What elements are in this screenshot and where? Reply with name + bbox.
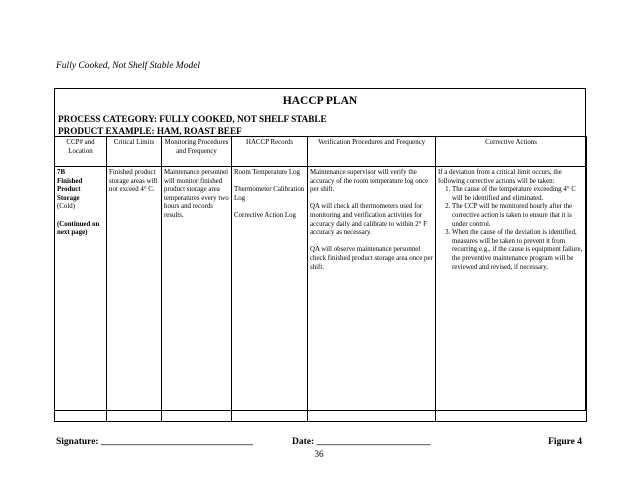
haccp-table <box>54 136 587 422</box>
record-item: Room Temperature Log <box>234 169 300 176</box>
product-example: PRODUCT EXAMPLE: HAM, ROAST BEEF <box>58 126 242 136</box>
column-header-records: HACCP Records <box>232 137 308 167</box>
column-header-monitoring: Monitoring Procedures and Frequency <box>162 137 232 167</box>
corrective-item: 2. The CCP will be monitored hourly after the corrective action is taken to ensure that it is under control. <box>452 203 584 229</box>
plan-title: HACCP PLAN <box>282 95 358 107</box>
cell-corrective-actions <box>436 167 587 422</box>
cell-critical-limits: Finished product storage areas will not exceed 4° C. <box>107 167 162 422</box>
corrective-item: 3. When the cause of the deviation is identified, measures will be taken to prevent it from recurring e.g., if the cause is equipment failure, the preventive maintenance program will be reviewed and revised, if necessary. <box>452 229 584 272</box>
record-item: Corrective Action Log <box>234 211 296 219</box>
ccp-temp: (Cold) <box>57 203 75 211</box>
header-note: Fully Cooked, Not Shelf Stable Model <box>56 61 201 71</box>
cell-records <box>232 167 308 422</box>
signature-label: Signature: ________________________________ <box>56 437 253 447</box>
ccp-id: 7B <box>57 169 66 176</box>
verification-item: QA will observe maintenance personnel check finished product storage area once per shift. <box>310 246 433 271</box>
corrective-intro: If a deviation from a critical limit occurs, the following corrective actions will be taken: <box>438 169 562 185</box>
verification-item: QA will check all thermometers used for monitoring and verification activities for accuracy daily and calibrate to within 2° F accuracy as necessary. <box>310 203 427 237</box>
corrective-list <box>438 186 584 272</box>
process-category: PROCESS CATEGORY: FULLY COOKED, NOT SHELF STABLE <box>58 114 327 124</box>
figure-label: Figure 4 <box>548 437 582 447</box>
haccp-plan-box <box>54 88 586 411</box>
column-header-critical-limits: Critical Limits <box>107 137 162 167</box>
column-header-verification: Verification Procedures and Frequency <box>308 137 436 167</box>
cell-ccp <box>55 167 107 422</box>
corrective-item: 1. The cause of the temperature exceeding 4° C will be identified and eliminated. <box>452 186 584 203</box>
page-number: 36 <box>314 449 324 459</box>
column-header-corrective-actions: Corrective Actions <box>436 137 587 167</box>
continued-note: (Continued on next page) <box>57 220 100 237</box>
ccp-location: Finished Product Storage <box>57 177 83 202</box>
table-header-row <box>55 137 587 167</box>
table-row <box>55 167 587 422</box>
verification-item: Maintenance supervisor will verify the accuracy of the room temperature log once per shift. <box>310 169 429 194</box>
column-header-ccp: CCP# and Location <box>55 137 107 167</box>
cell-monitoring: Maintenance personnel will monitor finished product storage area temperatures every two hours and records results. <box>162 167 232 422</box>
date-label: Date: ________________________ <box>292 437 431 447</box>
cell-verification <box>308 167 436 422</box>
record-item: Thermometer Calibration Log <box>234 186 305 202</box>
